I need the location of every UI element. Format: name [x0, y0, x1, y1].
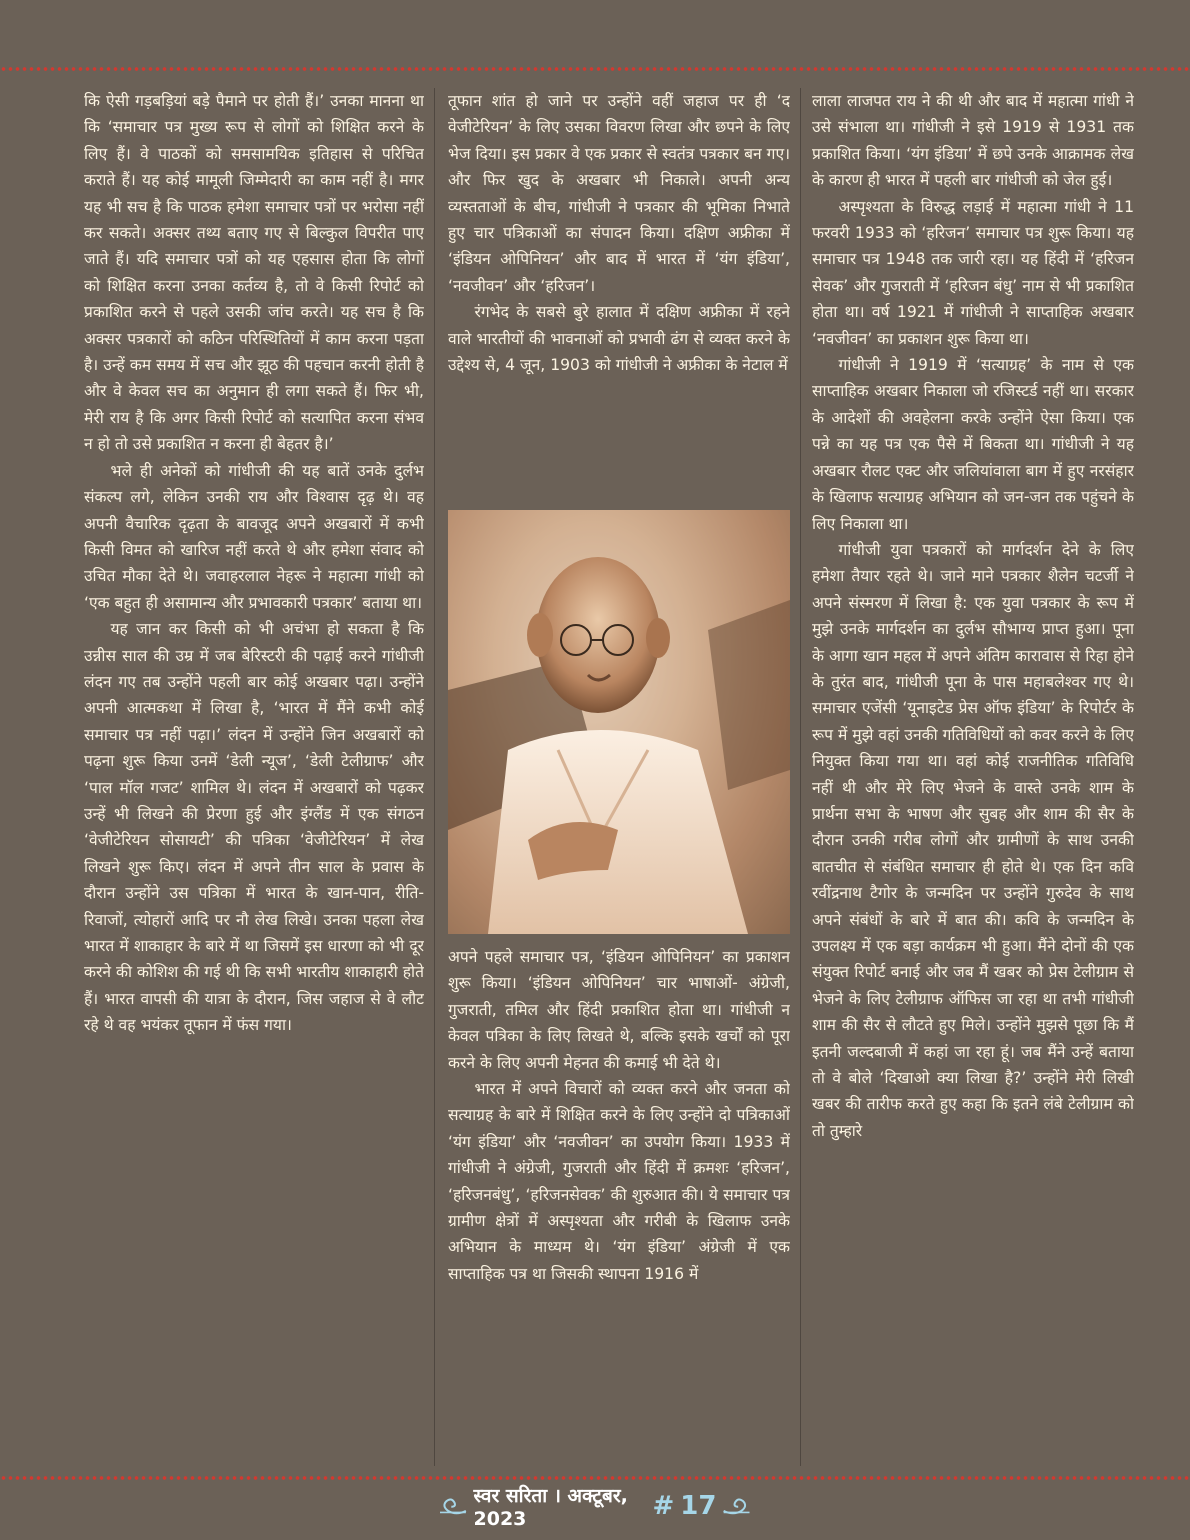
column-divider-1 — [434, 88, 435, 1466]
column3-paragraph: गांधीजी ने 1919 में ‘सत्याग्रह’ के नाम से एक साप्ताहिक अखबार निकाला जो रजिस्टर्ड नहीं था। सरकार के आदेशों की अवहेलना करके उन्होंने ऐसा किया। एक पन्ने का यह पत्र एक पैसे में बिकता था। गांधीजी ने यह अखबार रौलट एक्ट और जलियांवाला बाग में हुए नरसंहार के खिलाफ सत्याग्रह अभियान को जन-जन तक पहुंचने के लिए निकाला था। — [812, 356, 1134, 533]
page-number: 17 — [680, 1491, 717, 1521]
gandhi-portrait-photo — [448, 510, 790, 934]
column1-paragraph: यह जान कर किसी को भी अचंभा हो सकता है कि उन्नीस साल की उम्र में जब बेरिस्टरी की पढ़ाई करने गांधीजी लंदन गए तब उन्होंने पहली बार कोई अखबार पढ़ा। उन्होंने अपनी आत्मकथा में लिखा है, ‘भारत में मैंने कभी कोई समाचार पत्र नहीं पढ़ा।’ लंदन में उन्होंने जिन अखबारों को पढ़ना शुरू किया उनमें ‘डेली न्यूज’, ‘डेली टेलीग्राफ’ और ‘पाल मॉल गजट’ शामिल थे। लंदन में अखबारों को पढ़कर उन्हें भी लिखने की प्रेरणा हुई और इंग्लैंड में एक संगठन ‘वेजीटेरियन सोसायटी’ की पत्रिका ‘वेजीटेरियन’ में लेख लिखने शुरू किए। लंदन में अपने तीन साल के प्रवास के दौरान उन्होंने उस पत्रिका में भारत के खान-पान, रीति-रिवाजों, त्योहारों आदि पर नौ लेख लिखे। उनका पहला लेख भारत में शाकाहार के बारे में था जिसमें इस धारणा को भी दूर करने की कोशिश की गई थी कि सभी भारतीय शाकाहारी होते हैं। भारत वापसी की यात्रा के दौरान, जिस जहाज से वे लौट रहे थे वह भयंकर तूफान में फंस गया। — [84, 620, 424, 1035]
top-band — [0, 0, 1190, 72]
column3-paragraph: अस्पृश्यता के विरुद्ध लड़ाई में महात्मा गांधी ने 11 फरवरी 1933 को ‘हरिजन’ समाचार पत्र शुरू किया। यह समाचार पत्र 1948 तक जारी रहा। यह हिंदी में ‘हरिजन सेवक’ और गुजराती में ‘हरिजन बंधु’ नाम से भी प्रकाशित होता था। वर्ष 1921 में गांधीजी ने साप्ताहिक अखबार ‘नवजीवन’ का प्रकाशन शुरू किया था। — [812, 197, 1134, 348]
footer-swirl-right-icon — [722, 1492, 750, 1520]
top-dotted-border — [0, 66, 1190, 72]
column2-bottom-paragraph: अपने पहले समाचार पत्र, ‘इंडियन ओपिनियन’ का प्रकाशन शुरू किया। ‘इंडियन ओपिनियन’ चार भाषाओं- अंग्रेजी, गुजराती, तमिल और हिंदी प्रकाशित होता था। गांधीजी न केवल पत्रिका के लिए लिखते थे, बल्कि इसके खर्चों को पूरा करने के लिए अपनी मेहनत की कमाई भी देते थे। — [448, 948, 790, 1072]
footer — [440, 1484, 750, 1528]
column3-paragraph: गांधीजी युवा पत्रकारों को मार्गदर्शन देने के लिए हमेशा तैयार रहते थे। जाने माने पत्रकार शैलेन चटर्जी ने अपने संस्मरण में लिखा है: एक युवा पत्रकार के रूप में मुझे उनके मार्गदर्शन का दुर्लभ सौभाग्य प्राप्त हुआ। पूना के आगा खान महल में अपने अंतिम कारावास से रिहा होने के तुरंत बाद, गांधीजी पूना के पास महाबलेश्वर गए थे। समाचार एजेंसी ‘यूनाइटेड प्रेस ऑफ इंडिया’ के रिपोर्टर के रूप में मुझे वहां उनकी गतिविधियों को कवर करने के लिए नियुक्त किया गया था। वहां कोई राजनीतिक गतिविधि नहीं थी और मेरे लिए भेजने के वास्ते उनके शाम के प्रार्थना सभा के भाषण और सुबह और शाम की सैर के दौरान उनकी गरीब लोगों और ग्रामीणों के साथ उनकी बातचीत से संबंधित समाचार ही होते थे। एक दिन कवि रवींद्रनाथ टैगोर के जन्मदिन पर उन्होंने गुरुदेव के साथ अपने संबंधों के बारे में बात की। कवि के जन्मदिन के उपलक्ष्य में एक बड़ा कार्यक्रम भी हुआ। मैंने दोनों की एक संयुक्त रिपोर्ट बनाई और जब मैं खबर को प्रेस टेलीग्राम से भेजने के लिए टेलीग्राफ ऑफिस जा रहा था तभी गांधीजी शाम की सैर से लौटते हुए मिले। उन्होंने मुझसे पूछा कि मैं इतनी जल्दबाजी में कहां जा रहा हूं। जब मैंने उन्हें बताया तो वे बोले ‘दिखाओ क्या लिखा है?’ उन्होंने मेरी लिखी खबर की तारीफ करते हुए कहा कि इतने लंबे टेलीग्राम को तो तुम्हारे — [812, 540, 1134, 1140]
footer-swirl-left-icon — [440, 1492, 468, 1520]
column2-bottom-paragraph: भारत में अपने विचारों को व्यक्त करने और जनता को सत्याग्रह के बारे में शिक्षित करने के लिए उन्होंने दो पत्रिकाओं ‘यंग इंडिया’ और ‘नवजीवन’ का उपयोग किया। 1933 में गांधीजी ने अंग्रेजी, गुजराती और हिंदी में क्रमशः ‘हरिजन’, ‘हरिजनबंधु’, ‘हरिजनसेवक’ की शुरुआत की। ये समाचार पत्र ग्रामीण क्षेत्रों में अस्पृश्यता और गरीबी के खिलाफ उनके अभियान के माध्यम थे। ‘यंग इंडिया’ अंग्रेजी में एक साप्ताहिक पत्र था जिसकी स्थापना 1916 में — [448, 1080, 790, 1283]
portrait-illustration — [448, 510, 790, 934]
column2-top-paragraph: तूफान शांत हो जाने पर उन्होंने वहीं जहाज पर ही ‘द वेजीटेरियन’ के लिए उसका विवरण लिखा और छपने के लिए भेज दिया। इस प्रकार वे एक प्रकार से स्वतंत्र पत्रकार बन गए। और फिर खुद के अखबार भी निकाले। अपनी अन्य व्यस्तताओं के बीच, गांधीजी ने पत्रकार की भूमिका निभाते हुए चार पत्रिकाओं का संपादन किया। दक्षिण अफ्रीका में ‘इंडियन ओपिनियन’ और बाद में भारत में ‘यंग इंडिया’, ‘नवजीवन’ और ‘हरिजन’। — [448, 92, 790, 295]
footer-magazine-text: स्वर सरिता । अक्टूबर, 2023 — [473, 1485, 628, 1530]
column-2-bottom — [448, 944, 790, 1468]
column3-paragraph: लाला लाजपत राय ने की थी और बाद में महात्मा गांधी ने उसे संभाला था। गांधीजी ने इसे 1919 से 1931 तक प्रकाशित किया। ‘यंग इंडिया’ में छपे उनके आक्रामक लेख के कारण ही भारत में पहली बार गांधीजी को जेल हुई। — [812, 92, 1134, 190]
column-2-top — [448, 88, 790, 508]
column-1 — [84, 88, 424, 1468]
column2-top-paragraph: रंगभेद के सबसे बुरे हालात में दक्षिण अफ्रीका में रहने वाले भारतीयों की भावनाओं को प्रभावी ढंग से व्यक्त करने के उद्देश्य से, 4 जून, 1903 को गांधीजी ने अफ्रीका के नेटाल में — [448, 303, 790, 375]
column-3 — [812, 88, 1134, 1468]
column1-paragraph: कि ऐसी गड़बड़ियां बड़े पैमाने पर होती हैं।’ उनका मानना था कि ‘समाचार पत्र मुख्य रूप से लोगों को शिक्षित करने के लिए हैं। वे पाठकों को समसामयिक इतिहास से परिचित कराते हैं। यह कोई मामूली जिम्मेदारी का काम नहीं है। मगर यह भी सच है कि पाठक हमेशा समाचार पत्रों पर भरोसा नहीं कर सकते। अक्सर तथ्य बताए गए से बिल्कुल विपरीत पाए जाते हैं। यदि समाचार पत्रों को यह एहसास होता कि लोगों को शिक्षित करना उनका कर्तव्य है, तो वे किसी रिपोर्ट को प्रकाशित करने से पहले उसकी जांच करते। यह सच है कि अक्सर पत्रकारों को कठिन परिस्थितियों में काम करना पड़ता है। उन्हें कम समय में सच और झूठ की पहचान करनी होती है और वे केवल सच का अनुमान ही लगा सकते हैं। फिर भी, मेरी राय है कि अगर किसी रिपोर्ट को सत्यापित करना संभव न हो तो उसे प्रकाशित न करना ही बेहतर है।’ — [84, 92, 424, 454]
footer-hash: # — [652, 1491, 675, 1521]
column-divider-2 — [800, 88, 801, 1466]
column1-paragraph: भले ही अनेकों को गांधीजी की यह बातें उनके दुर्लभ संकल्प लगे, लेकिन उनकी राय और विश्वास दृढ़ थे। वह अपनी वैचारिक दृढ़ता के बावजूद अपने अखबारों में कभी किसी विमत को खारिज नहीं करते थे और हमेशा संवाद को उचित मौका देते थे। जवाहरलाल नेहरू ने महात्मा गांधी को ‘एक बहुत ही असामान्य और प्रभावकारी पत्रकार’ बताया था। — [84, 461, 424, 612]
